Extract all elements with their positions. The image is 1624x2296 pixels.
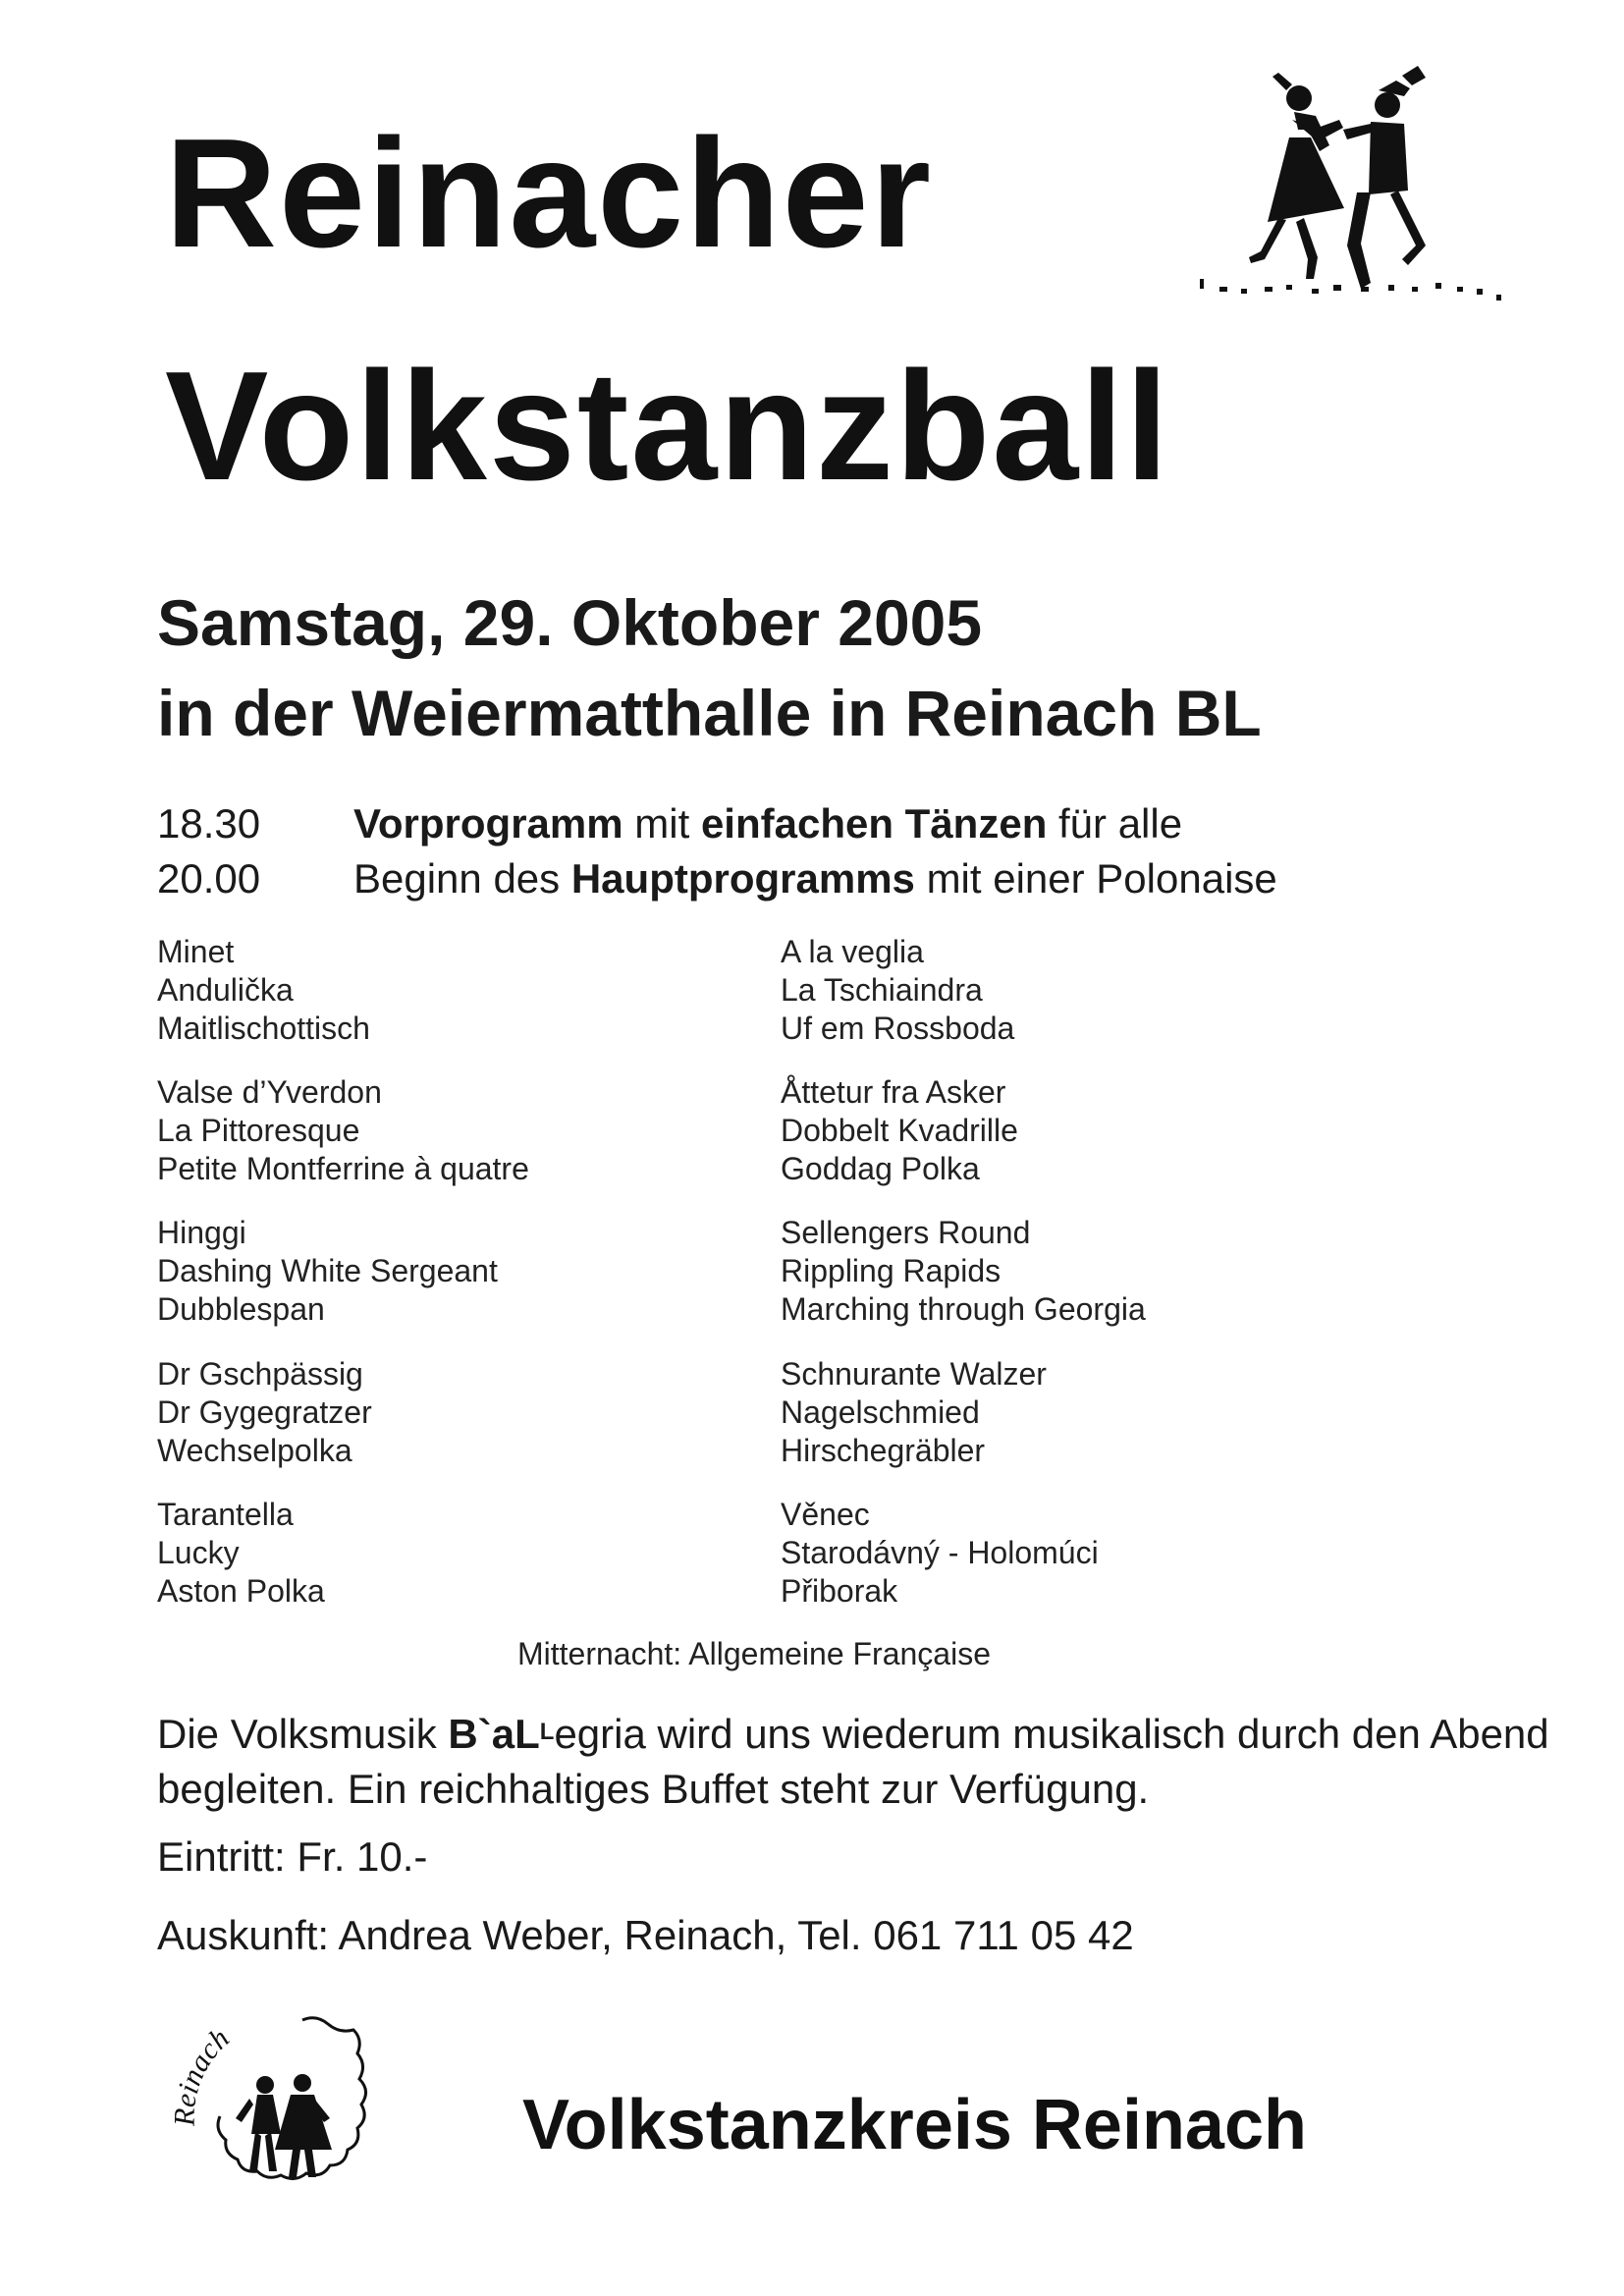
- dance-name: Dr Gschpässig: [157, 1356, 363, 1392]
- dance-group-right: [781, 1214, 1146, 1329]
- dance-name: Věnec: [781, 1497, 870, 1532]
- schedule-time: 20.00: [157, 855, 261, 902]
- dance-group-right: [781, 1496, 1099, 1611]
- band-name: [448, 1711, 554, 1757]
- schedule-time: 18.30: [157, 800, 261, 847]
- dance-name: Minet: [157, 934, 235, 969]
- dance-group-left: [157, 1496, 325, 1611]
- band-name-part: B`aL: [448, 1711, 540, 1757]
- dance-name: Dobbelt Kvadrille: [781, 1113, 1018, 1148]
- dance-name: Starodávný - Holomúci: [781, 1535, 1099, 1570]
- entry-fee: Eintritt: Fr. 10.-: [157, 1833, 428, 1880]
- dance-name: Dubblespan: [157, 1291, 325, 1327]
- schedule-text: Hauptprogramms: [570, 855, 915, 902]
- schedule-text: Vorprogramm: [353, 800, 623, 847]
- dance-name: Dr Gygegratzer: [157, 1394, 372, 1430]
- dance-name: Åttetur fra Asker: [781, 1074, 1006, 1110]
- dance-name: Maitlischottisch: [157, 1011, 370, 1046]
- dancing-couple-emblem-icon: [155, 1979, 420, 2254]
- band-name-part: egria: [554, 1711, 646, 1757]
- dance-name: Přiborak: [781, 1573, 898, 1609]
- dance-name: Petite Montferrine à quatre: [157, 1151, 529, 1186]
- dance-name: La Tschiaindra: [781, 972, 983, 1008]
- schedule-text: mit einer Polonaise: [914, 855, 1277, 902]
- schedule-text: mit: [623, 800, 701, 847]
- dance-group-right: [781, 933, 1014, 1048]
- schedule-text: einfachen Tänzen: [700, 800, 1048, 847]
- schedule-text: Beginn des: [353, 855, 571, 902]
- event-venue: in der Weiermatthalle in Reinach BL: [157, 677, 1262, 749]
- dance-name: Goddag Polka: [781, 1151, 980, 1186]
- dance-group-left: [157, 933, 370, 1048]
- music-text: wird uns wiederum musikalisch durch den Abend begleiten. Ein reichhaltiges Buffet steht zur Verfügung.: [157, 1711, 1549, 1812]
- schedule-text: für alle: [1047, 800, 1183, 847]
- music-text: Die Volksmusik: [157, 1711, 449, 1757]
- dance-name: Lucky: [157, 1535, 240, 1570]
- dance-name: Wechselpolka: [157, 1433, 352, 1468]
- club-name: Volkstanzkreis Reinach: [522, 2086, 1307, 2164]
- contact-info: Auskunft: Andrea Weber, Reinach, Tel. 061 711 05 42: [157, 1912, 1134, 1958]
- dance-name: Valse d’Yverdon: [157, 1074, 382, 1110]
- dance-name: Nagelschmied: [781, 1394, 980, 1430]
- dance-group-left: [157, 1214, 498, 1329]
- dance-group-left: [157, 1073, 529, 1188]
- dance-group-right: [781, 1073, 1018, 1188]
- dance-name: Sellengers Round: [781, 1215, 1031, 1250]
- dance-name: La Pittoresque: [157, 1113, 360, 1148]
- dance-name: Tarantella: [157, 1497, 294, 1532]
- schedule-row: [157, 800, 1183, 847]
- dance-name: Aston Polka: [157, 1573, 325, 1609]
- midnight-note: Mitternacht: Allgemeine Française: [517, 1636, 991, 1671]
- dance-group-left: [157, 1355, 372, 1470]
- dance-name: Rippling Rapids: [781, 1253, 1001, 1288]
- event-date: Samstag, 29. Oktober 2005: [157, 586, 983, 659]
- dance-name: Andulička: [157, 972, 294, 1008]
- dance-name: Schnurante Walzer: [781, 1356, 1047, 1392]
- band-name-sup: L: [539, 1719, 555, 1745]
- dance-name: Marching through Georgia: [781, 1291, 1146, 1327]
- music-paragraph: [157, 1707, 1551, 1817]
- logo-text: Reinach: [168, 2021, 236, 2127]
- dance-name: Hirschegräbler: [781, 1433, 986, 1468]
- dance-name: Dashing White Sergeant: [157, 1253, 498, 1288]
- title-line-2: Volkstanzball: [165, 340, 1170, 513]
- title-line-1: Reinacher: [165, 107, 934, 280]
- dance-name: A la veglia: [781, 934, 924, 969]
- dancing-couple-icon: [1196, 61, 1510, 346]
- dance-group-right: [781, 1355, 1047, 1470]
- dance-name: Uf em Rossboda: [781, 1011, 1015, 1046]
- schedule-row: [157, 855, 1277, 902]
- svg-text:Reinach: [169, 2022, 236, 2127]
- dance-name: Hinggi: [157, 1215, 246, 1250]
